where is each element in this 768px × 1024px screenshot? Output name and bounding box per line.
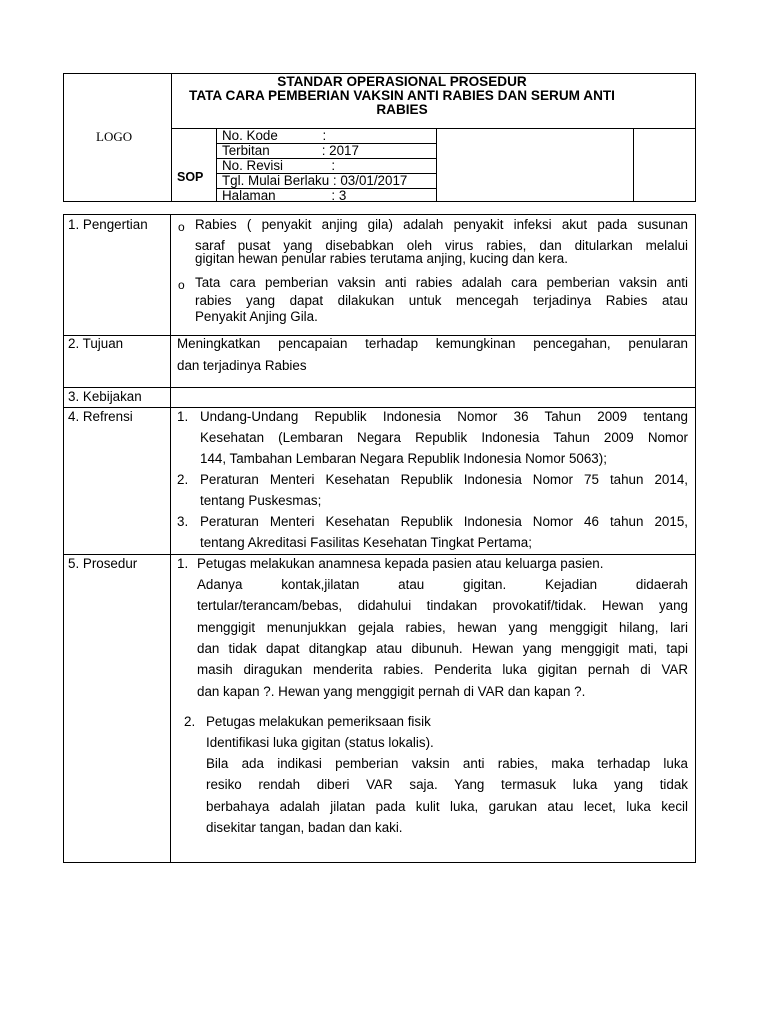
meta-column-right-border	[436, 128, 437, 202]
step-1-line-5: masih diragukan menderita rabies. Penderita luka gigitan pernah di VAR	[197, 662, 688, 677]
label-prosedur: 5. Prosedur	[68, 556, 138, 571]
ref-1-line-1: Undang-Undang Republik Indonesia Nomor 36 Tahun 2009 tentang	[200, 409, 688, 424]
step-2-line-1: Bila ada indikasi pemberian vaksin anti rabies, maka terhadap luka	[206, 756, 688, 771]
pengertian-p1-line-2: saraf pusat yang disebabkan oleh virus rabies, dan ditularkan melalui	[195, 238, 688, 253]
meta-no-kode: No. Kode :	[222, 128, 327, 143]
step-1-line-2: tertular/terancam/bebas, didahului tindakan provokatif/tidak. Hewan yang	[197, 598, 688, 613]
label-refrensi: 4. Refrensi	[68, 409, 133, 424]
step-1-line-1: Adanya kontak,jilatan atau gigitan. Kejadian didaerah	[197, 577, 688, 592]
ref-3-line-2: tentang Akreditasi Fasilitas Kesehatan Tingkat Pertama;	[200, 535, 532, 550]
step-1-line-4: dan tidak dapat ditangkap atau dibunuh. Hewan yang menggigit mati, tapi	[197, 641, 688, 656]
ref-3-line-1: Peraturan Menteri Kesehatan Republik Indonesia Nomor 46 tahun 2015,	[200, 514, 688, 529]
doc-title-line-3: RABIES	[376, 102, 428, 117]
tujuan-line-2: dan terjadinya Rabies	[177, 358, 307, 373]
pengertian-p2-line-3: Penyakit Anjing Gila.	[195, 309, 318, 324]
row-divider	[63, 387, 696, 388]
label-kebijakan: 3. Kebijakan	[68, 389, 142, 404]
step-1-number: 1.	[177, 556, 189, 571]
step-2-subtitle: Identifikasi luka gigitan (status lokalis).	[206, 735, 434, 750]
pengertian-p1-line-3: gigitan hewan penular rabies terutama anjing, kucing dan kera.	[195, 251, 568, 266]
meta-no-revisi: No. Revisi :	[222, 158, 336, 173]
ref-2-line-2: tentang Puskesmas;	[200, 493, 322, 508]
step-2-line-3: berbahaya adalah jilatan pada kulit luka, garukan atau lecet, luka kecil	[206, 799, 688, 814]
step-2-number: 2.	[184, 714, 196, 729]
ref-2-number: 2.	[177, 472, 189, 487]
step-1-line-6: dan kapan ?. Hewan yang menggigit pernah di VAR dan kapan ?.	[197, 684, 586, 699]
pengertian-p2-line-2: rabies yang dapat dilakukan untuk mencegah terjadinya Rabies atau	[195, 293, 688, 308]
tujuan-line-1: Meningkatkan pencapaian terhadap kemungkinan pencegahan, penularan	[177, 336, 688, 351]
doc-title-line-1: STANDAR OPERASIONAL PROSEDUR	[277, 74, 527, 89]
label-tujuan: 2. Tujuan	[68, 336, 124, 351]
ref-1-number: 1.	[177, 409, 189, 424]
label-pengertian: 1. Pengertian	[68, 217, 148, 232]
meta-terbitan: Terbitan : 2017	[222, 143, 359, 158]
step-1-title: Petugas melakukan anamnesa kepada pasien atau keluarga pasien.	[197, 556, 604, 571]
sign-column-border-1	[633, 128, 634, 202]
doc-title-line-2: TATA CARA PEMBERIAN VAKSIN ANTI RABIES DAN SERUM ANTI	[189, 88, 615, 103]
ref-1-line-3: 144, Tambahan Lembaran Negara Republik Indonesia Nomor 5063);	[200, 451, 607, 466]
bullet-marker: o	[178, 220, 185, 234]
sop-label: SOP	[177, 170, 204, 184]
meta-column-left-border	[216, 128, 217, 202]
meta-tgl-mulai: Tgl. Mulai Berlaku : 03/01/2017	[222, 173, 408, 188]
pengertian-p1-line-1: Rabies ( penyakit anjing gila) adalah penyakit infeksi akut pada susunan	[195, 217, 688, 232]
logo-placeholder: LOGO	[96, 129, 133, 144]
step-2-line-4: disekitar tangan, badan dan kaki.	[206, 820, 403, 835]
body-column-divider	[170, 214, 171, 863]
ref-1-line-2: Kesehatan (Lembaran Negara Republik Indonesia Tahun 2009 Nomor	[200, 430, 688, 445]
bullet-marker: o	[178, 278, 185, 292]
pengertian-p2-line-1: Tata cara pemberian vaksin anti rabies adalah cara pemberian vaksin anti	[195, 275, 688, 290]
meta-halaman: Halaman : 3	[222, 188, 347, 203]
ref-2-line-1: Peraturan Menteri Kesehatan Republik Indonesia Nomor 75 tahun 2014,	[200, 472, 688, 487]
step-2-title: Petugas melakukan pemeriksaan fisik	[206, 714, 431, 729]
ref-3-number: 3.	[177, 514, 189, 529]
step-2-line-2: resiko rendah diberi VAR saja. Yang termasuk luka yang tidak	[206, 777, 688, 792]
step-1-line-3: menggigit menunjukkan gejala rabies, hewan yang menggigit hilang, lari	[197, 620, 688, 635]
